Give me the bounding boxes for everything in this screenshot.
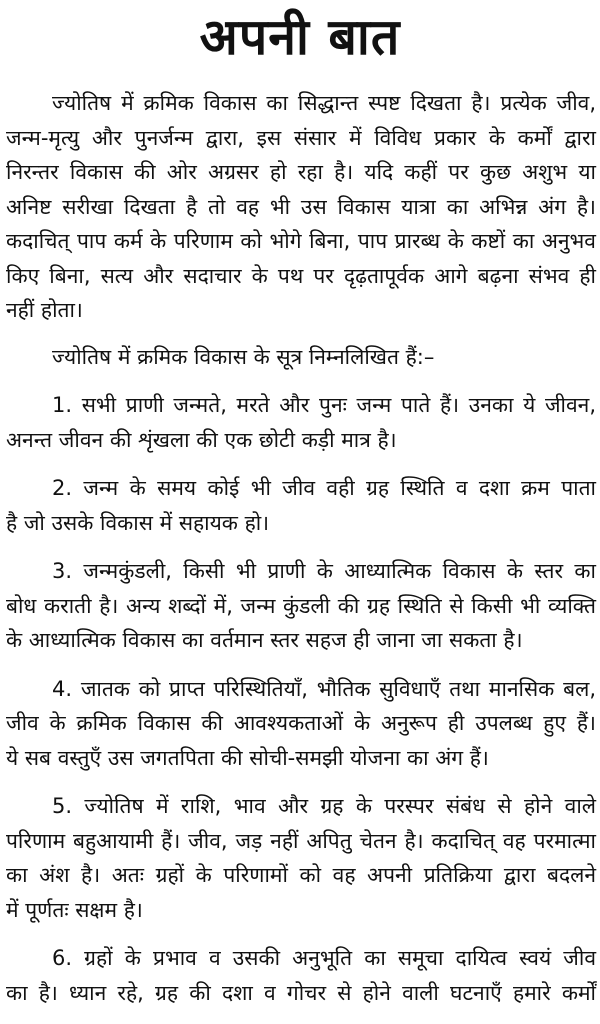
text-line: जीव के क्रमिक विकास की आवश्यकताओं के अनुरूप ही उपलब्ध हुए हैं। xyxy=(6,711,596,735)
text-line: के आध्यात्मिक विकास का वर्तमान स्तर सहज ही जाना जा सकता है। xyxy=(6,628,523,652)
text-line: अनिष्ट सरीखा दिखता है तो वह भी उस विकास यात्रा का अभिन्न अंग है। xyxy=(6,194,596,219)
paragraph-point-3 xyxy=(6,554,596,658)
paragraph-point-1 xyxy=(6,388,596,457)
text-line: 3. जन्मकुंडली, किसी भी प्राणी के आध्यात्मिक विकास के स्तर का xyxy=(52,559,596,583)
paragraph-point-4 xyxy=(6,672,596,776)
text-line: नहीं होता। xyxy=(6,298,83,322)
text-line: कदाचित् पाप कर्म के परिणाम को भोगे बिना, पाप प्रारब्ध के कष्टों का अनुभव xyxy=(6,229,596,253)
text-line: का अंश है। अतः ग्रहों के परिणामों को वह अपनी प्रतिक्रिया द्वारा बदलने xyxy=(6,863,596,887)
text-line: जन्म-मृत्यु और पुनर्जन्म द्वारा, इस संसार में विविध प्रकार के कर्मों द्वारा xyxy=(6,125,596,150)
text-line: ज्योतिष में क्रमिक विकास का सिद्धान्त स्पष्ट दिखता है। प्रत्येक जीव, xyxy=(52,91,596,115)
text-line: 1. सभी प्राणी जन्मते, मरते और पुनः जन्म पाते हैं। उनका ये जीवन, xyxy=(52,393,596,417)
text-line: अनन्त जीवन की शृंखला की एक छोटी कड़ी मात्र है। xyxy=(6,427,397,452)
text-line: 5. ज्योतिष में राशि, भाव और ग्रह के परस्पर संबंध से होने वाले xyxy=(52,794,596,818)
paragraph-point-5 xyxy=(6,789,596,927)
paragraph-sutra-heading xyxy=(6,340,596,375)
text-line: ज्योतिष में क्रमिक विकास के सूत्र निम्नलिखित हैं:– xyxy=(52,344,435,369)
text-line: किए बिना, सत्य और सदाचार के पथ पर दृढ़तापूर्वक आगे बढ़ना संभव ही xyxy=(6,263,596,288)
text-line: का है। ध्यान रहे, ग्रह की दशा व गोचर से होने वाली घटनाएँ हमारे कर्मों xyxy=(6,980,596,1005)
text-line: 2. जन्म के समय कोई भी जीव वही ग्रह स्थिति व दशा क्रम पाता xyxy=(52,476,596,500)
text-line: निरन्तर विकास की ओर अग्रसर हो रहा है। यदि कहीं पर कुछ अशुभ या xyxy=(6,160,596,184)
paragraph-point-6 xyxy=(6,941,596,1010)
text-line: है जो उसके विकास में सहायक हो। xyxy=(6,510,270,535)
text-line: 6. ग्रहों के प्रभाव व उसकी अनुभूति का समूचा दायित्व स्वयं जीव xyxy=(52,946,596,970)
text-line: ये सब वस्तुएँ उस जगतपिता की सोची-समझी योजना का अंग हैं। xyxy=(6,745,489,770)
paragraph-point-2 xyxy=(6,471,596,540)
document-body xyxy=(6,86,596,1024)
text-line: में पूर्णतः सक्षम है। xyxy=(6,897,143,922)
page-title: अपनी बात xyxy=(199,8,401,66)
text-line: बोध कराती है। अन्य शब्दों में, जन्म कुंडली की ग्रह स्थिति से किसी भी व्यक्ति xyxy=(6,593,596,618)
text-line: 4. जातक को प्राप्त परिस्थितियाँ, भौतिक सुविधाएँ तथा मानसिक बल, xyxy=(52,676,596,701)
paragraph-intro xyxy=(6,86,596,328)
text-line: परिणाम बहुआयामी हैं। जीव, जड़ नहीं अपितु चेतन है। कदाचित् वह परमात्मा xyxy=(6,828,596,853)
